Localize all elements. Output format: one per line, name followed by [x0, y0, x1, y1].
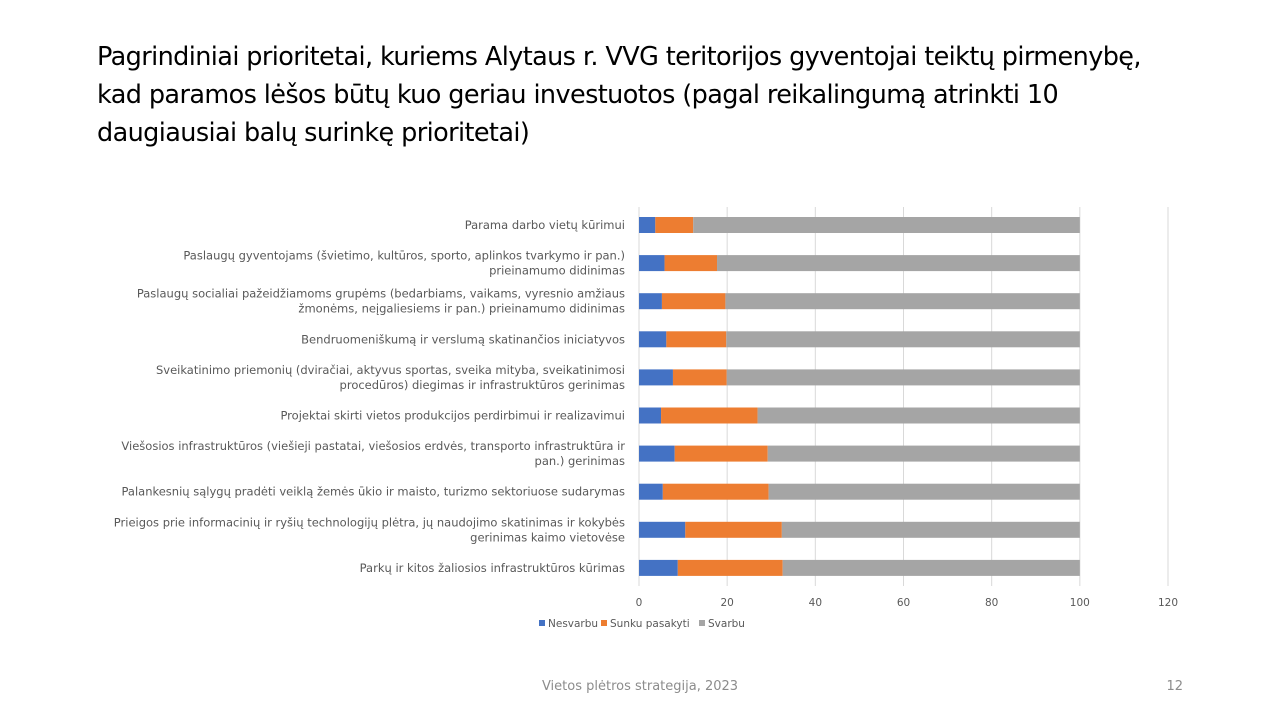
legend-label: Svarbu — [708, 618, 745, 630]
category-label: Projektai skirti vietos produkcijos perdirbimui ir realizavimui — [280, 408, 625, 423]
x-tick-label: 100 — [1069, 597, 1090, 609]
bar-segment-sunku-pasakyti — [678, 560, 783, 576]
bar-segment-nesvarbu — [639, 446, 675, 462]
bar-segment-nesvarbu — [639, 522, 685, 538]
x-tick-label: 40 — [808, 597, 823, 609]
category-label: Viešosios infrastruktūros (viešieji pastatai, viešosios erdvės, transporto infrastruktūra ir pan.) gerinimas — [121, 439, 625, 469]
legend-swatch — [699, 620, 705, 626]
bar-segment-nesvarbu — [639, 560, 678, 576]
bar-segment-svarbu — [758, 408, 1080, 424]
category-label: Paslaugų socialiai pažeidžiamoms grupėms (bedarbiams, vaikams, vyresnio amžiaus žmonėms, neįgaliesiems ir pan.) prieinamumo didinimas — [136, 286, 625, 316]
bar-segment-sunku-pasakyti — [665, 255, 717, 271]
legend-swatch — [539, 620, 545, 626]
bar-segment-nesvarbu — [639, 217, 655, 233]
category-label: Parama darbo vietų kūrimui — [464, 218, 625, 232]
bar-segment-sunku-pasakyti — [663, 484, 769, 500]
category-label: Paslaugų gyventojams (švietimo, kultūros, sporto, aplinkos tvarkymo ir pan.) prieinamumo didinimas — [183, 248, 625, 278]
bar-segment-svarbu — [717, 255, 1080, 271]
category-label: Sveikatinimo priemonių (dviračiai, aktyvus sportas, sveika mityba, sveikatinimosi procedūros) diegimas ir infrastruktūros gerinimas — [155, 362, 625, 392]
legend-swatch — [601, 620, 607, 626]
x-tick-label: 20 — [720, 597, 734, 609]
bar-segment-svarbu — [727, 369, 1080, 385]
x-tick-label: 120 — [1157, 597, 1179, 609]
bar-segment-nesvarbu — [639, 369, 673, 385]
bar-segment-svarbu — [782, 522, 1080, 538]
bar-segment-sunku-pasakyti — [655, 217, 693, 233]
slide-footer: Vietos plėtros strategija, 2023 — [541, 679, 739, 694]
bar-segment-nesvarbu — [639, 255, 665, 271]
slide-title: Pagrindiniai prioritetai, kuriems Alytaus r. VVG teritorijos gyventojai teiktų pirmenybę, kad paramos lėšos būtų kuo geriau investuotos (pagal reikalingumą atrinkti 10 daugiausiai balų surinkę prioritetai) — [97, 42, 1141, 148]
bar-segment-sunku-pasakyti — [685, 522, 782, 538]
bar-segment-svarbu — [768, 446, 1080, 462]
category-label: Parkų ir kitos žaliosios infrastruktūros kūrimas — [359, 560, 625, 575]
category-label: Palankesnių sąlygų pradėti veiklą žemės ūkio ir maisto, turizmo sektoriuose sudarymas — [121, 484, 625, 499]
bar-segment-svarbu — [783, 560, 1080, 576]
bar-segment-sunku-pasakyti — [661, 408, 758, 424]
bar-segment-sunku-pasakyti — [666, 331, 726, 347]
x-tick-label: 60 — [896, 597, 911, 609]
bar-segment-sunku-pasakyti — [673, 369, 727, 385]
category-label: Prieigos prie informacinių ir ryšių technologijų plėtra, jų naudojimo skatinimas ir kokybės gerinimas kaimo vietovėse — [113, 515, 625, 545]
bar-segment-svarbu — [693, 217, 1080, 233]
bar-segment-sunku-pasakyti — [662, 293, 725, 309]
x-tick-label: 80 — [984, 597, 999, 609]
legend-label: Sunku pasakyti — [610, 618, 690, 630]
bar-segment-svarbu — [726, 331, 1080, 347]
bar-segment-sunku-pasakyti — [675, 446, 768, 462]
bar-segment-nesvarbu — [639, 331, 666, 347]
legend-label: Nesvarbu — [548, 618, 599, 630]
category-label: Bendruomeniškumą ir verslumą skatinančios iniciatyvos — [301, 332, 625, 347]
page-number: 12 — [1166, 679, 1183, 694]
bar-segment-svarbu — [769, 484, 1080, 500]
bar-segment-nesvarbu — [639, 408, 661, 424]
x-tick-label: 0 — [635, 597, 643, 609]
bar-segment-nesvarbu — [639, 484, 663, 500]
bar-segment-nesvarbu — [639, 293, 662, 309]
bar-segment-svarbu — [725, 293, 1079, 309]
